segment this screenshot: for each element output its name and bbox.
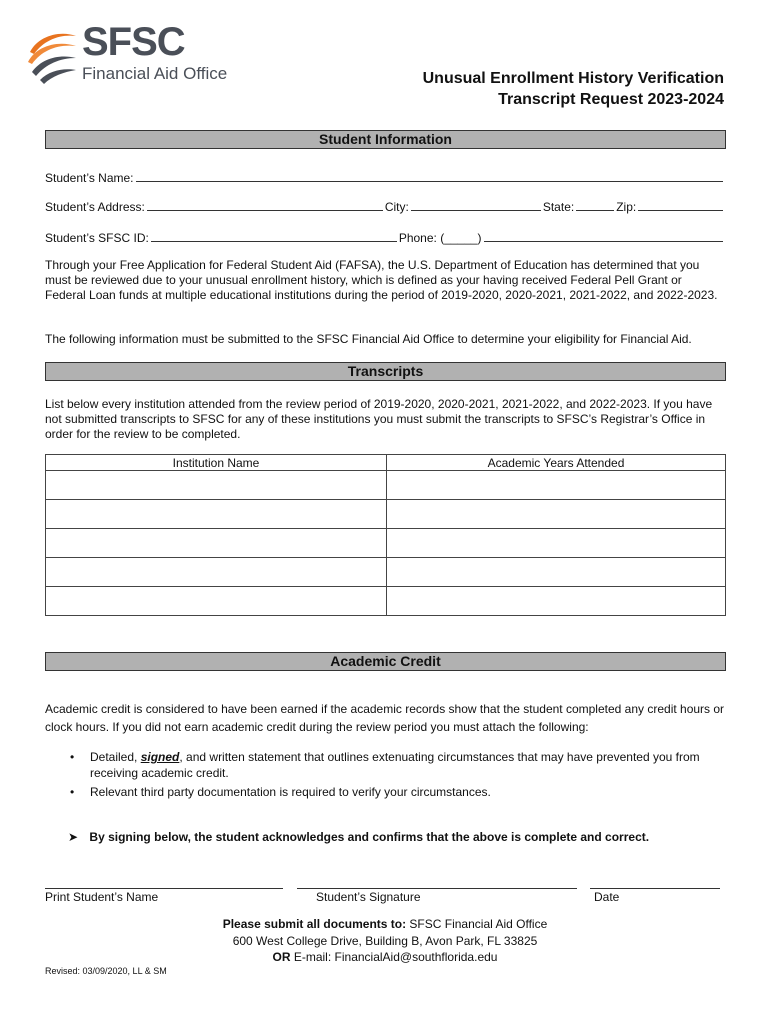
email-address[interactable]: E-mail: FinancialAid@southflorida.edu (290, 950, 498, 964)
institution-cell[interactable] (46, 471, 387, 500)
phone-field[interactable] (484, 230, 723, 242)
print-name-line[interactable] (45, 888, 283, 889)
section-transcripts: Transcripts (45, 362, 726, 381)
student-address-row (45, 199, 725, 214)
arrow-bullet-icon: ➤ (68, 830, 79, 844)
bullet-third-party-docs (70, 784, 730, 800)
table-row (46, 558, 726, 587)
phone-label: Phone: (_____) (398, 231, 482, 245)
state-field[interactable] (576, 199, 614, 211)
institutions-table (45, 454, 726, 616)
student-id-field[interactable] (151, 230, 397, 242)
bullet-signed-statement-text (90, 749, 730, 781)
table-header-row (46, 455, 726, 471)
signature-line[interactable] (297, 888, 577, 889)
years-cell[interactable] (387, 471, 726, 500)
acknowledgement-row (68, 830, 649, 844)
email-line (0, 949, 770, 966)
bullet-dot-icon: • (70, 750, 75, 764)
column-academic-years: Academic Years Attended (387, 455, 726, 471)
bullet-signed-statement (70, 749, 730, 781)
student-id-label: Student’s SFSC ID: (45, 231, 149, 245)
table-row (46, 529, 726, 558)
submit-to-line (0, 916, 770, 933)
title-line-2: Transcript Request 2023-2024 (498, 91, 724, 108)
office-address: 600 West College Drive, Building B, Avon Park, FL 33825 (232, 934, 538, 948)
column-institution-name: Institution Name (46, 455, 387, 471)
table-row (46, 587, 726, 616)
fafsa-paragraph: Through your Free Application for Federal Student Aid (FAFSA), the U.S. Department of Education has determined that you must be reviewed due to your unusual enrollment history, which is defined as your having received Federal Pell Grant or Federal Loan funds at multiple educational institutions during the period of 2019-2020, 2020-2021, 2021-2022, and 2022-2023. (45, 258, 718, 302)
sfsc-swoosh-icon (26, 28, 78, 84)
city-label: City: (384, 200, 409, 214)
logo-subtitle: Financial Aid Office (82, 64, 228, 83)
years-cell[interactable] (387, 558, 726, 587)
logo-wordmark: SFSC (82, 20, 185, 64)
years-cell[interactable] (387, 500, 726, 529)
institution-cell[interactable] (46, 500, 387, 529)
student-address-label: Student’s Address: (45, 200, 145, 214)
submit-to-bold: Please submit all documents to: (222, 917, 407, 931)
bullet-dot-icon: • (70, 785, 75, 799)
title-line-1: Unusual Enrollment History Verification (422, 70, 724, 87)
bullet2-text: Relevant third party documentation is required to verify your circumstances. (90, 785, 491, 799)
student-address-field[interactable] (147, 199, 383, 211)
section-academic-credit: Academic Credit (45, 652, 726, 671)
transcripts-paragraph: List below every institution attended from the review period of 2019-2020, 2020-2021, 2021-2022, and 2022-2023. If you have not submitted transcripts to SFSC for any of these institutions you must submit the transcripts to SFSC’s Registrar’s Office in order for the review to be completed. (45, 397, 713, 441)
sfsc-logo (26, 20, 241, 86)
date-line[interactable] (590, 888, 720, 889)
years-cell[interactable] (387, 529, 726, 558)
zip-field[interactable] (638, 199, 723, 211)
acknowledgement-text: By signing below, the student acknowledges and confirms that the above is complete and correct. (89, 830, 650, 844)
bullet1-emphasis: signed (140, 750, 180, 764)
academic-credit-paragraph: Academic credit is considered to have been earned if the academic records show that the student completed any credit hours or clock hours. If you did not earn academic credit during the review period you must attach the following: (45, 702, 725, 734)
student-name-row (45, 170, 725, 185)
revised-date: Revised: 03/09/2020, LL & SM (45, 966, 167, 976)
years-cell[interactable] (387, 587, 726, 616)
document-title (423, 68, 724, 110)
table-row (46, 471, 726, 500)
student-name-label: Student’s Name: (45, 171, 134, 185)
submit-to-office: SFSC Financial Aid Office (406, 917, 548, 931)
city-field[interactable] (411, 199, 541, 211)
state-label: State: (542, 200, 575, 214)
institution-cell[interactable] (46, 587, 387, 616)
signature-label: Student’s Signature (316, 890, 421, 904)
zip-label: Zip: (616, 200, 637, 214)
print-name-label: Print Student’s Name (45, 890, 159, 904)
date-label: Date (594, 890, 620, 904)
bullet1-pre: Detailed, (90, 750, 141, 764)
institution-cell[interactable] (46, 529, 387, 558)
submit-info-paragraph: The following information must be submitted to the SFSC Financial Aid Office to determine your eligibility for Financial Aid. (45, 332, 692, 346)
section-student-information: Student Information (45, 130, 726, 149)
student-id-row (45, 230, 725, 245)
institution-cell[interactable] (46, 558, 387, 587)
or-label: OR (272, 950, 291, 964)
student-name-field[interactable] (136, 170, 724, 182)
table-row (46, 500, 726, 529)
bullet1-post: , and written statement that outlines extenuating circumstances that may have prevented you from receiving academic credit. (90, 750, 700, 780)
